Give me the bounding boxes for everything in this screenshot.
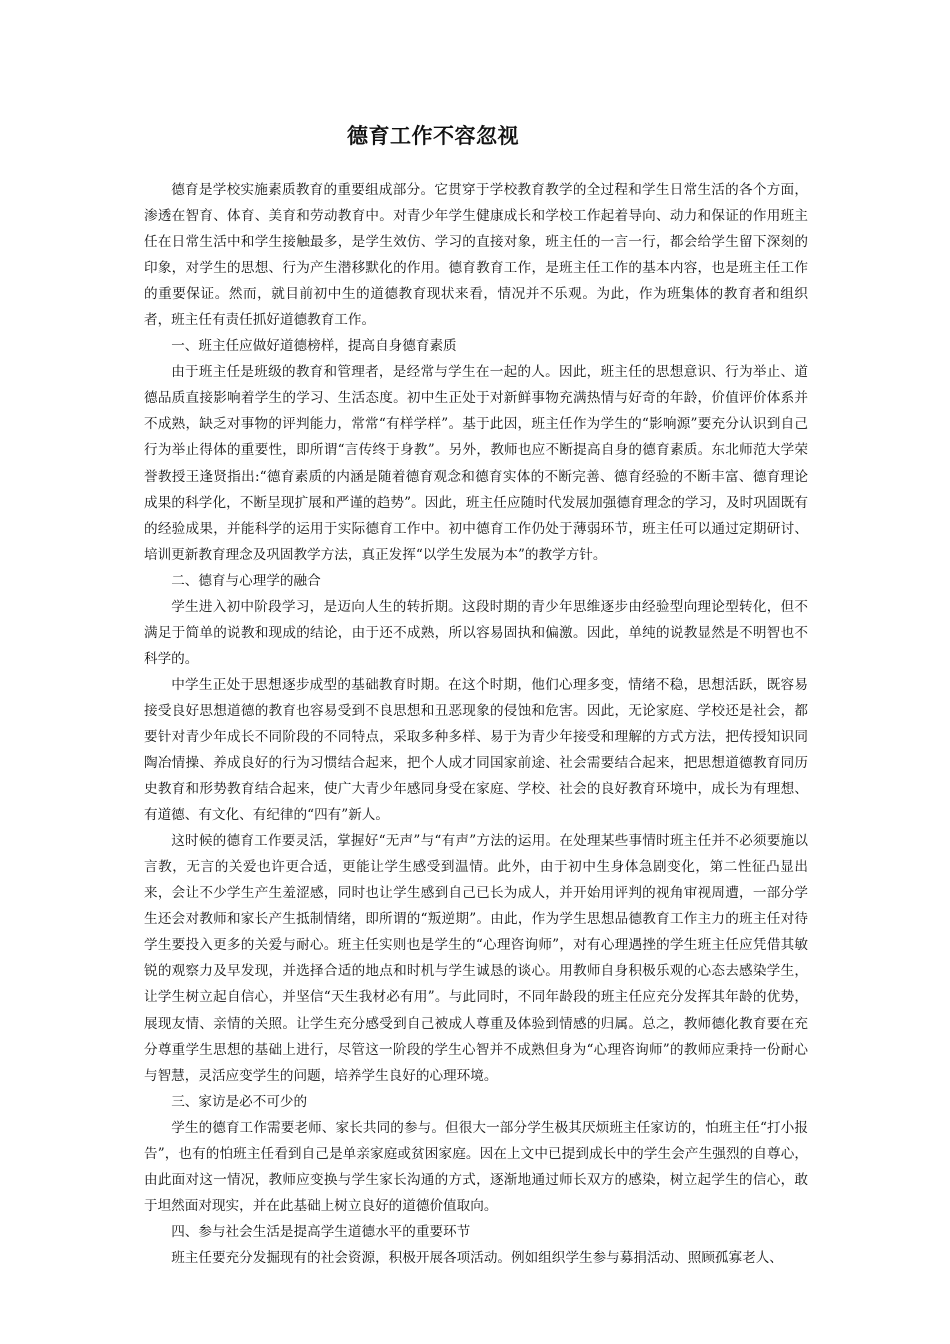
paragraph: 中学生正处于思想逐步成型的基础教育时期。在这个时期，他们心理多变，情绪不稳，思想活跃，既容易接受良好思想道德的教育也容易受到不良思想和丑恶现象的侵蚀和危害。因此，无论家庭、学校还是社会，都要针对青少年成长不同阶段的不同特点，采取多种多样、易于为青少年接受和理解的方式方法，把传授知识同陶冶情操、养成良好的行为习惯结合起来，把个人成才同国家前途、社会需要结合起来，把思想道德教育同历史教育和形势教育结合起来，使广大青少年感同身受在家庭、学校、社会的良好教育环境中，成长为有理想、有道德、有文化、有纪律的“四有”新人。 bbox=[144, 676, 808, 824]
section-heading: 二、德育与心理学的融合 bbox=[171, 572, 321, 589]
section-heading: 三、家访是必不可少的 bbox=[171, 1093, 308, 1110]
paragraph: 德育是学校实施素质教育的重要组成部分。它贯穿于学校教育教学的全过程和学生日常生活的各个方面，渗透在智育、体育、美育和劳动教育中。对青少年学生健康成长和学校工作起着导向、动力和保证的作用班主任在日常生活中和学生接触最多，是学生效仿、学习的直接对象，班主任的一言一行，都会给学生留下深刻的印象，对学生的思想、行为产生潜移默化的作用。德育教育工作，是班主任工作的基本内容，也是班主任工作的重要保证。然而，就目前初中生的道德教育现状来看，情况并不乐观。为此，作为班集体的教育者和组织者，班主任有责任抓好道德教育工作。 bbox=[144, 182, 808, 329]
paragraph: 学生的德育工作需要老师、家长共同的参与。但很大一部分学生极其厌烦班主任家访的，怕班主任“打小报告”，也有的怕班主任看到自己是单亲家庭或贫困家庭。因在上文中已提到成长中的学生会产生强烈的自尊心，由此面对这一情况，教师应变换与学生家长沟通的方式，逐渐地通过师长双方的感染，树立起学生的信心，敢于坦然面对现实，并在此基础上树立良好的道德价值取向。 bbox=[144, 1119, 808, 1214]
section-heading: 一、班主任应做好道德榜样，提高自身德育素质 bbox=[171, 338, 457, 355]
paragraph: 这时候的德育工作要灵活，掌握好“无声”与“有声”方法的运用。在处理某些事情时班主任并不必须要施以言教，无言的关爱也许更合适，更能让学生感受到温情。此外，由于初中生身体急剧变化，第二性征凸显出来，会让不少学生产生羞涩感，同时也让学生感到自己已长为成人，并开始用评判的视角审视周遭，一部分学生还会对教师和家长产生抵制情绪，即所谓的“叛逆期”。由此，作为学生思想品德教育工作主力的班主任对待学生要投入更多的关爱与耐心。班主任实则也是学生的“心理咨询师”，对有心理遇挫的学生班主任应凭借其敏锐的观察力及早发现，并选择合适的地点和时机与学生诚恳的谈心。用教师自身积极乐观的心态去感染学生，让学生树立起自信心，并坚信“天生我材必有用”。与此同时，不同年龄段的班主任应充分发挥其年龄的优势，展现友情、亲情的关照。让学生充分感受到自己被成人尊重及体验到情感的归属。总之，教师德化教育要在充分尊重学生思想的基础上进行，尽管这一阶段的学生心智并不成熟但身为“心理咨询师”的教师应秉持一份耐心与智慧，灵活应变学生的问题，培养学生良好的心理环境。 bbox=[144, 833, 808, 1084]
paragraph: 班主任要充分发掘现有的社会资源，积极开展各项活动。例如组织学生参与募捐活动、照顾孤寡老人、 bbox=[171, 1249, 783, 1266]
document-body bbox=[144, 177, 808, 1271]
section-heading: 四、参与社会生活是提高学生道德水平的重要环节 bbox=[171, 1223, 471, 1240]
paragraph: 由于班主任是班级的教育和管理者，是经常与学生在一起的人。因此，班主任的思想意识、行为举止、道德品质直接影响着学生的学习、生活态度。初中生正处于对新鲜事物充满热情与好奇的年龄，价值评价体系并不成熟，缺乏对事物的评判能力，常常“有样学样”。基于此因，班主任作为学生的“影响源”要充分认识到自己行为举止得体的重要性，即所谓“言传终于身教”。另外，教师也应不断提高自身的德育素质。东北师范大学荣誉教授王逢贤指出:“德育素质的内涵是随着德育观念和德育实体的不断完善、德育经验的不断丰富、德育理论成果的科学化，不断呈现扩展和严谨的趋势”。因此，班主任应随时代发展加强德育理念的学习，及时巩固既有的经验成果，并能科学的运用于实际德育工作中。初中德育工作仍处于薄弱环节，班主任可以通过定期研讨、培训更新教育理念及巩固教学方法，真正发挥“以学生发展为本”的教学方针。 bbox=[144, 364, 808, 563]
paragraph: 学生进入初中阶段学习，是迈向人生的转折期。这段时期的青少年思维逐步由经验型向理论型转化，但不满足于简单的说教和现成的结论，由于还不成熟，所以容易固执和偏激。因此，单纯的说教显然是不明智也不科学的。 bbox=[144, 598, 808, 667]
document-title: 德育工作不容忽视 bbox=[347, 124, 519, 148]
